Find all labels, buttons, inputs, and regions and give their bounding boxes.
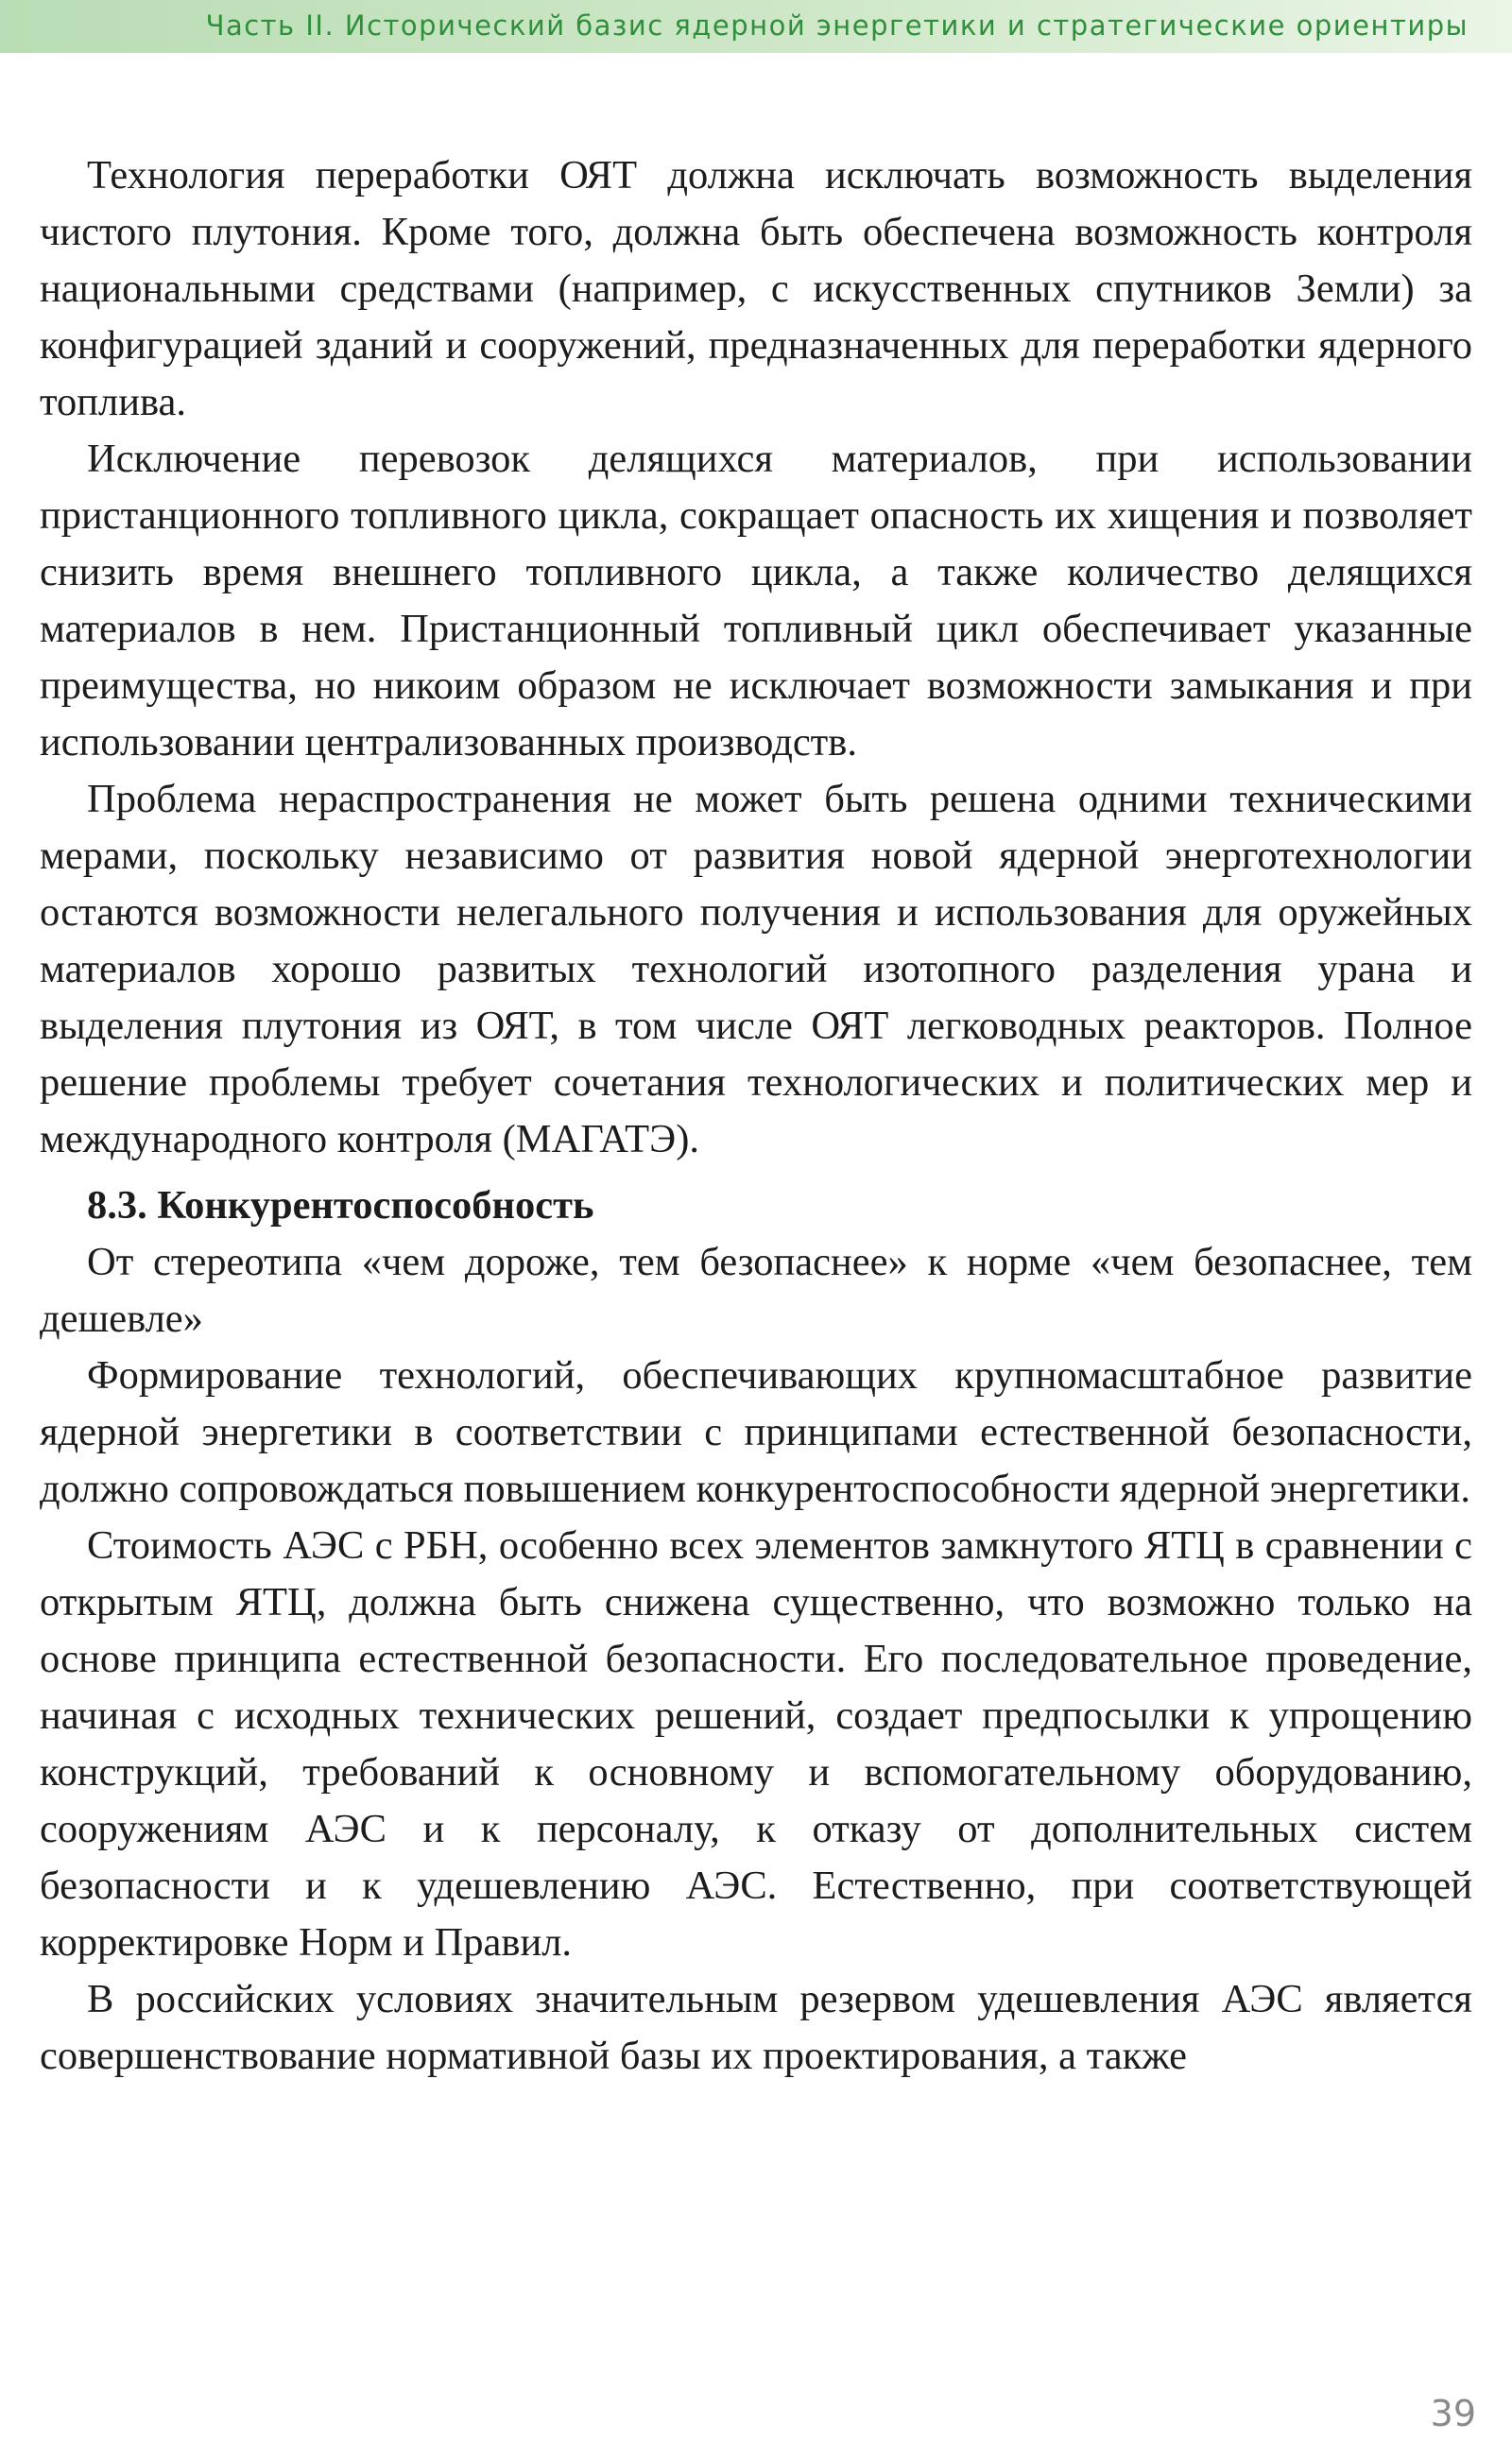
running-header-band [0, 0, 1512, 53]
page-number: 39 [1430, 2393, 1476, 2434]
paragraph: Технология переработки ОЯТ должна исключать возможность выделения чистого плутония. Кроме того, должна быть обеспечена возможность контроля национальными средствами (например, с искусственных спутников Земли) за конфигурацией зданий и сооружений, предназначенных для переработки ядерного топлива. [40, 153, 1472, 424]
running-header-title: Часть II. Исторический базис ядерной энергетики и стратегические ориентиры [205, 9, 1469, 42]
paragraph: Формирование технологий, обеспечивающих крупномасштабное развитие ядерной энергетики в соответствии с принципами естественной безопасности, должно сопровождаться повышением конкурентоспособности ядерной энергетики. [40, 1353, 1472, 1511]
paragraph: Проблема нераспространения не может быть решена одними техническими мерами, поскольку независимо от развития новой ядерной энерготехнологии остаются возможности нелегального получения и использования для оружейных материалов хорошо развитых технологий изотопного разделения урана и выделения плутония из ОЯТ, в том числе ОЯТ легководных реакторов. Полное решение проблемы требует сочетания технологических и политических мер и международного контроля (МАГАТЭ). [40, 777, 1472, 1161]
paragraph: От стереотипа «чем дороже, тем безопаснее» к норме «чем безопаснее, тем дешевле» [40, 1240, 1472, 1341]
body-text [40, 147, 1472, 2085]
section-heading: 8.3. Конкурентоспособность [87, 1183, 594, 1228]
paragraph: В российских условиях значительным резервом удешевления АЭС является совершенствование нормативной базы их проектирования, а также [40, 1977, 1472, 2078]
paragraph: Стоимость АЭС с РБН, особенно всех элементов замкнутого ЯТЦ в сравнении с открытым ЯТЦ, должна быть снижена существенно, что возможно только на основе принципа естественной безопасности. Его последовательное проведение, начиная с исходных технических решений, создает предпосылки к упрощению конструкций, требований к основному и вспомогательному оборудованию, сооружениям АЭС и к персоналу, к отказу от дополнительных систем безопасности и к удешевлению АЭС. Естественно, при соответствующей корректировке Норм и Правил. [40, 1523, 1472, 1965]
paragraph: Исключение перевозок делящихся материалов, при использовании пристанционного топливного цикла, сокращает опасность их хищения и позволяет снизить время внешнего топливного цикла, а также количество делящихся материалов в нем. Пристанционный топливный цикл обеспечивает указанные преимущества, но никоим образом не исключает возможности замыкания и при использовании централизованных производств. [40, 437, 1472, 765]
